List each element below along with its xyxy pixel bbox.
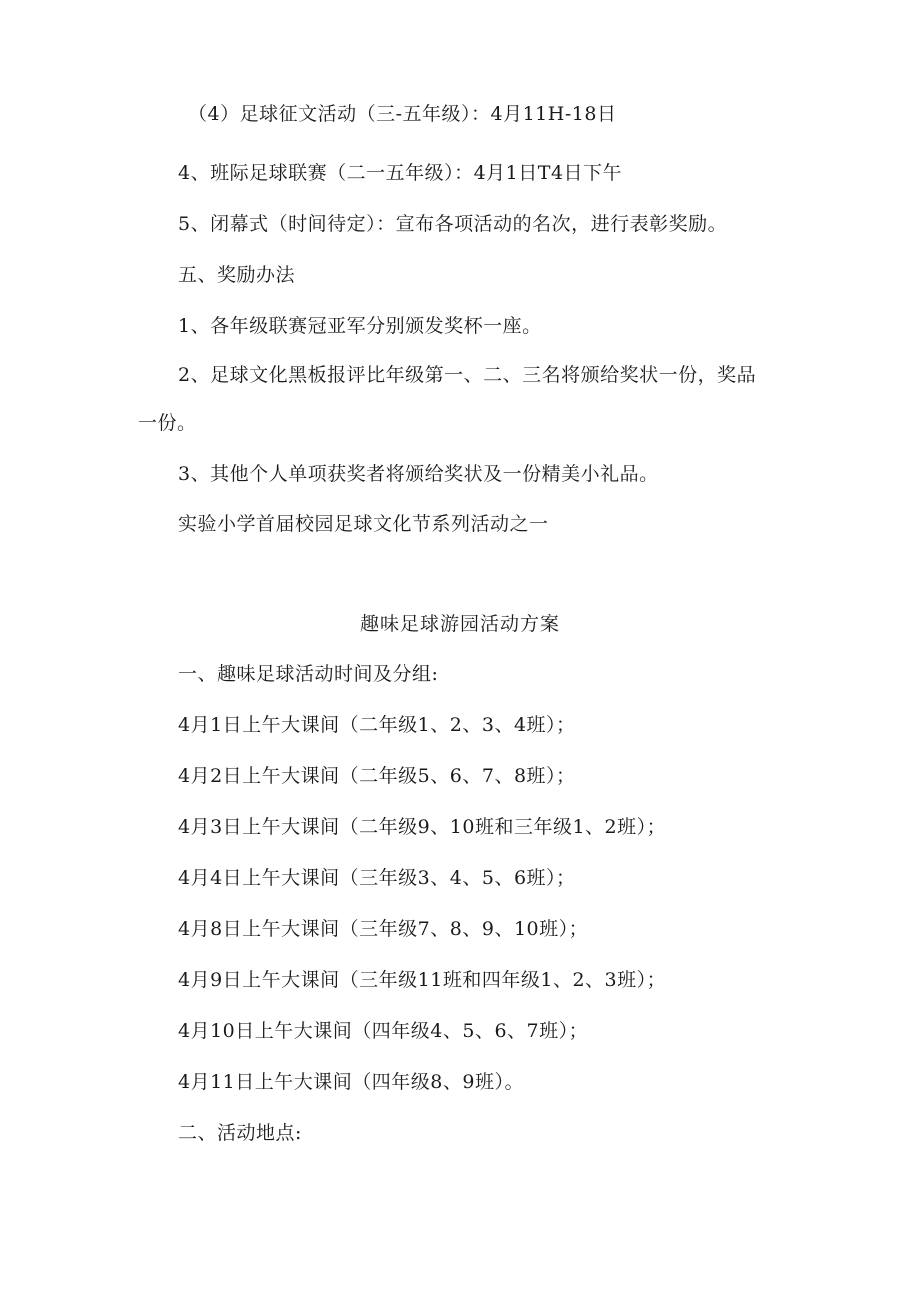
reward-item-2-continued: 一份。 (138, 412, 197, 434)
schedule-item: 4月1日上午大课间（二年级1、2、3、4班）； (178, 714, 576, 736)
schedule-item: 4月4日上午大课间（三年级3、4、5、6班）； (178, 867, 576, 889)
class-league-line: 4、班际足球联赛（二一五年级）：4月1日T4日下午 (178, 162, 623, 184)
closing-ceremony-line: 5、闭幕式（时间待定）：宣布各项活动的名次，进行表彰奖励。 (178, 213, 728, 235)
schedule-item: 4月8日上午大课间（三年级7、8、9、10班）； (178, 918, 589, 940)
series-caption: 实验小学首届校园足球文化节系列活动之一 (178, 513, 549, 535)
section-heading-rewards: 五、奖励办法 (178, 264, 296, 286)
schedule-item: 4月9日上午大课间（三年级11班和四年级1、2、3班）； (178, 969, 667, 991)
schedule-item: 4月3日上午大课间（二年级9、10班和三年级1、2班）； (178, 816, 667, 838)
essay-activity-line: （4）足球征文活动（三-五年级）：4月11H-18日 (188, 103, 617, 125)
schedule-item: 4月2日上午大课间（二年级5、6、7、8班）； (178, 765, 576, 787)
schedule-item: 4月10日上午大课间（四年级4、5、6、7班）； (178, 1020, 589, 1042)
section-heading-schedule: 一、趣味足球活动时间及分组: (178, 663, 439, 685)
reward-item-1: 1、各年级联赛冠亚军分别颁发奖杯一座。 (178, 315, 542, 337)
schedule-item: 4月11日上午大课间（四年级8、9班）。 (178, 1071, 524, 1093)
section-heading-location: 二、活动地点: (178, 1122, 302, 1144)
reward-item-2: 2、足球文化黑板报评比年级第一、二、三名将颁给奖状一份，奖品 (178, 364, 757, 386)
reward-item-3: 3、其他个人单项获奖者将颁给奖状及一份精美小礼品。 (178, 463, 659, 485)
plan-title: 趣味足球游园活动方案 (359, 613, 560, 635)
